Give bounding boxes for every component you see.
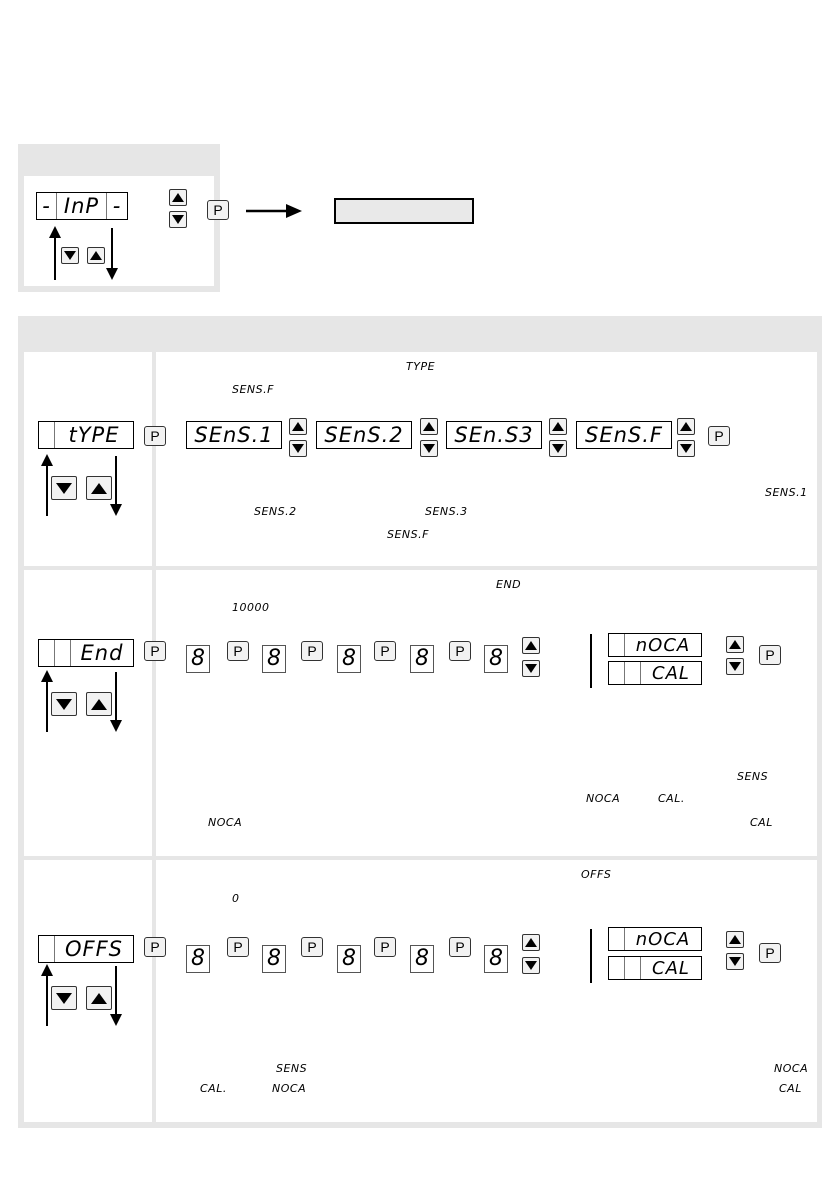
p-button[interactable]: P — [449, 641, 471, 661]
up-button[interactable] — [677, 418, 695, 435]
down-arrow-icon — [56, 699, 72, 710]
down-button[interactable] — [726, 658, 744, 675]
up-button[interactable] — [726, 931, 744, 948]
digit: 8 — [410, 945, 434, 973]
up-button[interactable] — [169, 189, 187, 206]
return-arrows-icon — [36, 668, 126, 736]
option-sens3 — [446, 421, 542, 449]
up-button[interactable] — [726, 636, 744, 653]
option-text: SEn.S3 — [454, 423, 534, 447]
note-label: SENS — [276, 1062, 308, 1075]
bracket-line — [590, 634, 592, 688]
up-arrow-icon — [423, 422, 435, 431]
mode-text: CAL — [652, 957, 690, 979]
up-arrow-icon — [172, 193, 184, 202]
down-button[interactable] — [169, 211, 187, 228]
p-button[interactable]: P — [301, 641, 323, 661]
row-offs-right — [156, 860, 817, 1122]
option-text: SEnS.1 — [194, 423, 274, 447]
mode-text: nOCA — [635, 634, 691, 656]
p-button[interactable]: P — [374, 641, 396, 661]
down-button[interactable] — [51, 986, 77, 1010]
up-arrow-icon — [525, 641, 537, 650]
up-arrow-icon — [552, 422, 564, 431]
offs-display — [38, 935, 134, 963]
digit: 8 — [337, 945, 361, 973]
digit: 8 — [186, 945, 210, 973]
down-button[interactable] — [549, 440, 567, 457]
digit: 8 — [484, 645, 508, 673]
return-arrows-icon — [36, 962, 126, 1030]
up-arrow-icon — [292, 422, 304, 431]
target-field — [334, 198, 474, 224]
down-button[interactable] — [61, 247, 79, 264]
display-cell: - — [112, 194, 122, 218]
note-label: SENS — [737, 770, 769, 783]
down-arrow-icon — [729, 662, 741, 671]
up-button[interactable] — [86, 476, 112, 500]
down-arrow-icon — [64, 251, 76, 260]
mode-text: CAL — [652, 662, 690, 684]
digit: 8 — [262, 945, 286, 973]
mode-display-noca — [608, 927, 702, 951]
down-arrow-icon — [56, 483, 72, 494]
type-display — [38, 421, 134, 449]
return-arrows-icon — [36, 452, 126, 520]
up-arrow-icon — [680, 422, 692, 431]
mode-display-cal — [608, 956, 702, 980]
p-button[interactable]: P — [144, 937, 166, 957]
p-button[interactable]: P — [374, 937, 396, 957]
p-button[interactable]: P — [144, 426, 166, 446]
up-arrow-icon — [91, 483, 107, 494]
option-text: SEnS.F — [585, 423, 663, 447]
digit: 8 — [186, 645, 210, 673]
note-label: NOCA — [586, 792, 621, 805]
option-sens1 — [186, 421, 282, 449]
bracket-line — [590, 929, 592, 983]
p-button[interactable]: P — [207, 200, 229, 220]
digit: 8 — [337, 645, 361, 673]
param-label: OFFS — [581, 868, 612, 881]
p-button[interactable]: P — [144, 641, 166, 661]
p-button[interactable]: P — [227, 641, 249, 661]
p-button[interactable]: P — [301, 937, 323, 957]
down-arrow-icon — [729, 957, 741, 966]
display-value: OFFS — [64, 937, 124, 961]
up-button[interactable] — [86, 692, 112, 716]
up-arrow-icon — [729, 935, 741, 944]
default-label: 0 — [232, 892, 240, 905]
down-button[interactable] — [51, 692, 77, 716]
note-label: CAL. — [200, 1082, 227, 1095]
p-button[interactable]: P — [759, 645, 781, 665]
end-display — [38, 639, 134, 667]
option-sens2 — [316, 421, 412, 449]
note-label: NOCA — [774, 1062, 809, 1075]
note-label: SENS.1 — [765, 486, 808, 499]
down-button[interactable] — [420, 440, 438, 457]
note-label: SENS.F — [387, 528, 429, 541]
digit: 8 — [410, 645, 434, 673]
up-arrow-icon — [729, 640, 741, 649]
p-button[interactable]: P — [708, 426, 730, 446]
note-label: CAL — [779, 1082, 802, 1095]
mode-display-cal — [608, 661, 702, 685]
p-button[interactable]: P — [449, 937, 471, 957]
down-arrow-icon — [525, 961, 537, 970]
option-sensf — [576, 421, 672, 449]
note-label: CAL. — [658, 792, 685, 805]
up-button[interactable] — [86, 986, 112, 1010]
mode-display-noca — [608, 633, 702, 657]
up-arrow-icon — [90, 251, 102, 260]
note-label: NOCA — [208, 816, 243, 829]
up-button[interactable] — [549, 418, 567, 435]
down-arrow-icon — [525, 664, 537, 673]
down-arrow-icon — [552, 444, 564, 453]
down-button[interactable] — [289, 440, 307, 457]
return-arrows-icon — [44, 224, 124, 284]
down-button[interactable] — [51, 476, 77, 500]
p-button[interactable]: P — [759, 943, 781, 963]
note-label: NOCA — [272, 1082, 307, 1095]
down-arrow-icon — [56, 993, 72, 1004]
up-button[interactable] — [522, 637, 540, 654]
display-value: End — [80, 641, 124, 665]
arrow-right-icon — [244, 202, 304, 220]
digit: 8 — [484, 945, 508, 973]
menu-display — [36, 192, 128, 220]
param-label: TYPE — [406, 360, 436, 373]
option-text: SEnS.2 — [324, 423, 404, 447]
up-arrow-icon — [91, 993, 107, 1004]
down-button[interactable] — [522, 660, 540, 677]
note-label: CAL — [750, 816, 773, 829]
up-button[interactable] — [420, 418, 438, 435]
note-label: SENS.2 — [254, 505, 297, 518]
digit: 8 — [262, 645, 286, 673]
display-value: tYPE — [68, 423, 120, 447]
display-cell: - — [37, 193, 57, 219]
down-button[interactable] — [677, 440, 695, 457]
up-button[interactable] — [522, 934, 540, 951]
down-arrow-icon — [292, 444, 304, 453]
up-arrow-icon — [91, 699, 107, 710]
mode-text: nOCA — [635, 928, 691, 950]
note-label: SENS.3 — [425, 505, 468, 518]
default-label: SENS.F — [232, 383, 274, 396]
down-arrow-icon — [423, 444, 435, 453]
down-button[interactable] — [522, 957, 540, 974]
param-label: END — [496, 578, 522, 591]
display-cell: InP — [57, 193, 107, 219]
up-button[interactable] — [289, 418, 307, 435]
up-button[interactable] — [87, 247, 105, 264]
down-button[interactable] — [726, 953, 744, 970]
down-arrow-icon — [680, 444, 692, 453]
up-arrow-icon — [525, 938, 537, 947]
down-arrow-icon — [172, 215, 184, 224]
default-label: 10000 — [232, 601, 270, 614]
p-button[interactable]: P — [227, 937, 249, 957]
